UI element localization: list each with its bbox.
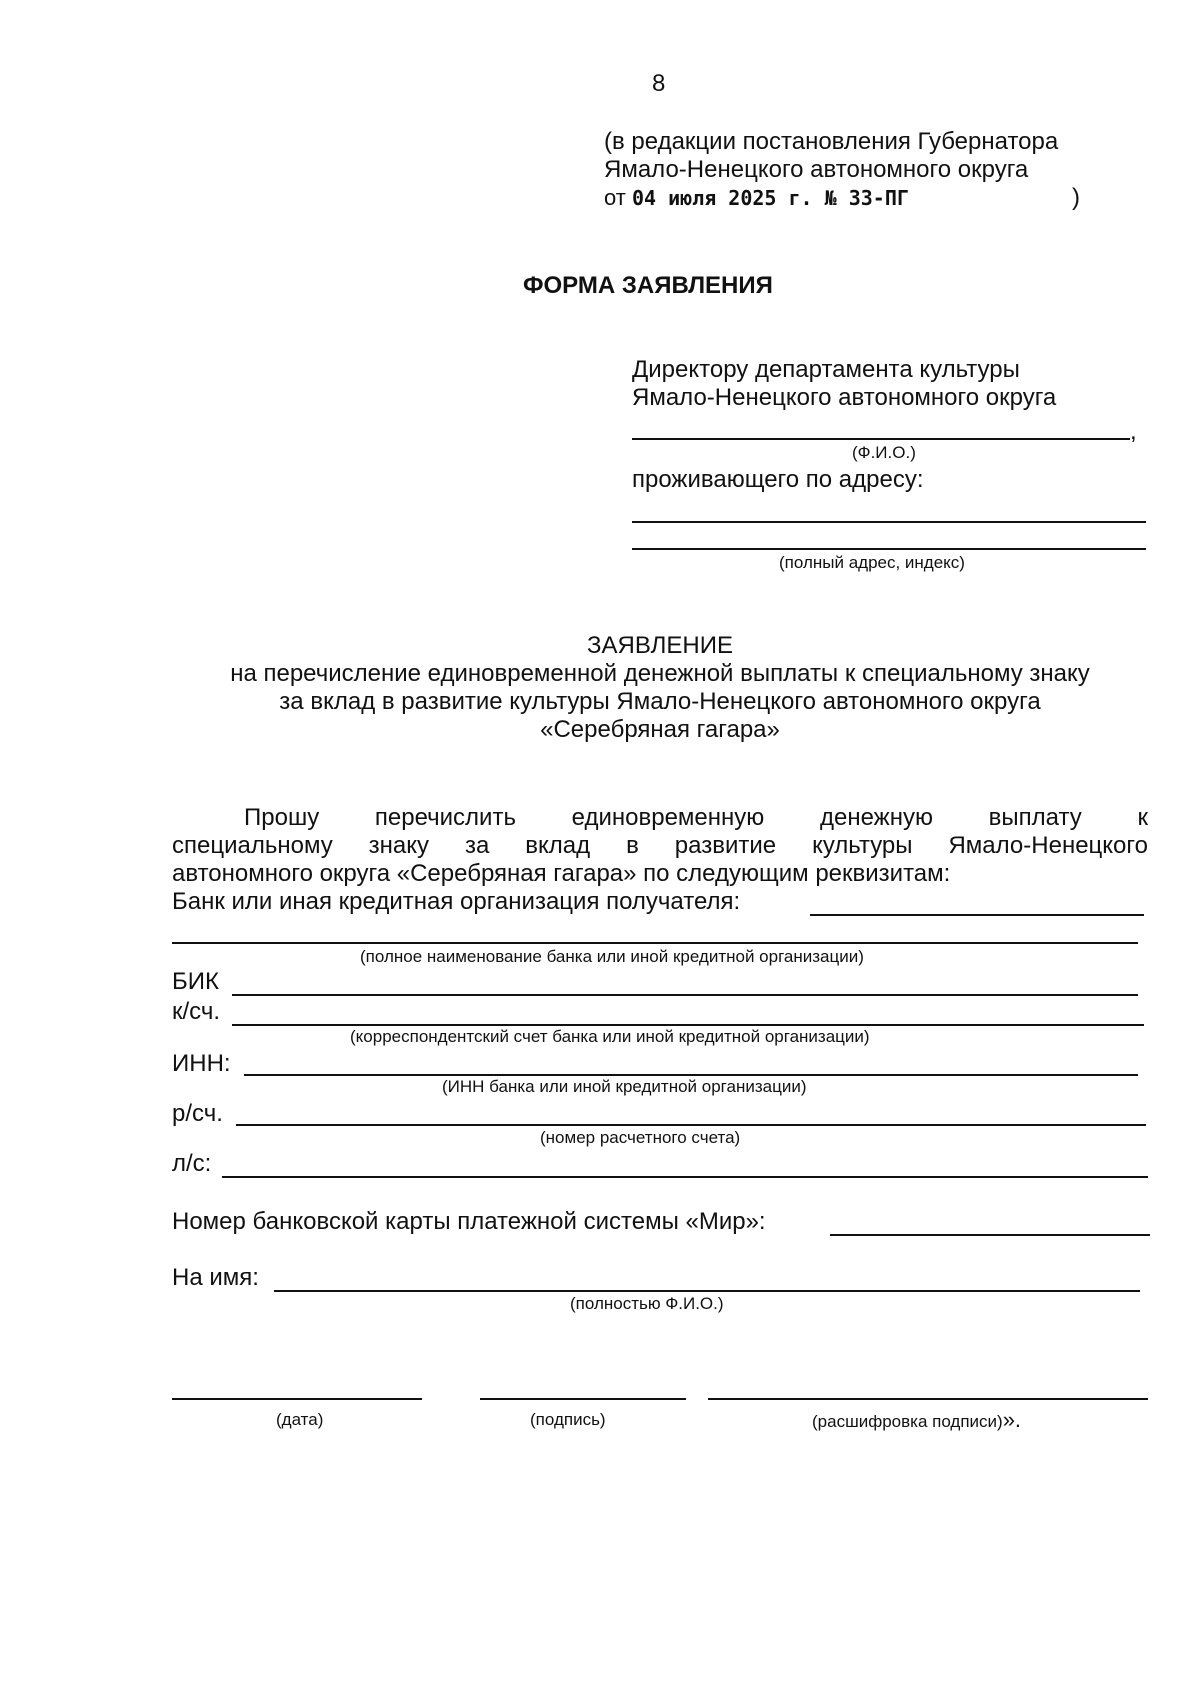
inn-label: ИНН: xyxy=(172,1050,231,1077)
ks-line[interactable] xyxy=(232,1024,1144,1026)
amendment-line-2: Ямало-Ненецкого автономного округа xyxy=(604,156,1029,183)
bik-line[interactable] xyxy=(232,994,1138,996)
body-word: единовременную xyxy=(571,804,765,831)
date-caption: (дата) xyxy=(276,1410,324,1429)
body-line-3: автономного округа «Серебряная гагара» по следующим реквизитам: xyxy=(172,860,951,887)
ls-label: л/с: xyxy=(172,1150,212,1177)
fio-caption: (Ф.И.О.) xyxy=(852,443,916,462)
amendment-prefix: от xyxy=(604,185,626,210)
body-word: за xyxy=(464,832,490,859)
page-number: 8 xyxy=(652,70,666,97)
ls-line[interactable] xyxy=(222,1176,1148,1178)
closing-quote: ». xyxy=(1002,1407,1022,1432)
body-line-1 xyxy=(244,804,1148,832)
card-line[interactable] xyxy=(830,1234,1150,1236)
bank-label: Банк или иная кредитная организация получателя: xyxy=(172,888,741,915)
body-word: выплату xyxy=(988,804,1082,831)
bank-name-line[interactable] xyxy=(172,942,1138,944)
body-word: знаку xyxy=(368,832,430,859)
fio-line[interactable] xyxy=(632,438,1130,440)
inn-caption: (ИНН банка или иной кредитной организации) xyxy=(442,1077,807,1096)
body-word: Ямало-Ненецкого xyxy=(948,832,1148,859)
bank-line-inline[interactable] xyxy=(810,914,1144,916)
form-title: ФОРМА ЗАЯВЛЕНИЯ xyxy=(523,272,773,299)
addressee-line-1: Директору департамента культуры xyxy=(632,356,1020,383)
name-caption: (полностью Ф.И.О.) xyxy=(570,1294,724,1313)
body-word: Прошу xyxy=(244,804,320,831)
statement-line-2: за вклад в развитие культуры Ямало-Ненецкого автономного округа xyxy=(279,688,1041,715)
body-word: специальному xyxy=(172,832,333,859)
card-label: Номер банковской карты платежной системы «Мир»: xyxy=(172,1208,766,1235)
amendment-close-paren: ) xyxy=(1072,184,1080,211)
addressee-line-2: Ямало-Ненецкого автономного округа xyxy=(632,384,1057,411)
body-word: вклад xyxy=(525,832,591,859)
body-word: перечислить xyxy=(374,804,516,831)
address-line-1[interactable] xyxy=(632,521,1146,523)
ks-label: к/сч. xyxy=(172,998,221,1025)
decode-line[interactable] xyxy=(708,1398,1148,1400)
statement-title: ЗАЯВЛЕНИЕ xyxy=(587,632,733,659)
name-line[interactable] xyxy=(274,1290,1140,1292)
bik-label: БИК xyxy=(172,968,219,995)
body-line-2 xyxy=(172,832,1148,860)
amendment-date-number: 04 июля 2025 г. № 33-ПГ xyxy=(631,186,909,210)
amendment-line-1: (в редакции постановления Губернатора xyxy=(604,128,1059,155)
bank-caption: (полное наименование банка или иной кредитной организации) xyxy=(360,947,864,966)
ks-caption: (корреспондентский счет банка или иной кредитной организации) xyxy=(350,1027,870,1046)
body-word: к xyxy=(1137,804,1148,831)
body-word: развитие xyxy=(674,832,777,859)
statement-line-1: на перечисление единовременной денежной выплаты к специальному знаку xyxy=(230,660,1090,687)
inn-line[interactable] xyxy=(244,1074,1138,1076)
rs-caption: (номер расчетного счета) xyxy=(540,1128,741,1147)
statement-line-3: «Серебряная гагара» xyxy=(540,716,780,743)
name-label: На имя: xyxy=(172,1264,259,1291)
body-word: культуры xyxy=(812,832,913,859)
address-caption: (полный адрес, индекс) xyxy=(779,553,965,572)
decode-caption xyxy=(812,1407,1022,1432)
rs-line[interactable] xyxy=(236,1124,1146,1126)
residing-label: проживающего по адресу: xyxy=(632,466,924,493)
fio-comma: , xyxy=(1130,418,1137,445)
decode-caption-text: (расшифровка подписи) xyxy=(812,1412,1003,1431)
signature-caption: (подпись) xyxy=(530,1410,606,1429)
rs-label: р/сч. xyxy=(172,1100,223,1127)
amendment-line-3 xyxy=(604,184,909,212)
date-line[interactable] xyxy=(172,1398,422,1400)
signature-line[interactable] xyxy=(480,1398,686,1400)
body-word: денежную xyxy=(819,804,933,831)
address-line-2[interactable] xyxy=(632,548,1146,550)
body-word: в xyxy=(626,832,639,859)
